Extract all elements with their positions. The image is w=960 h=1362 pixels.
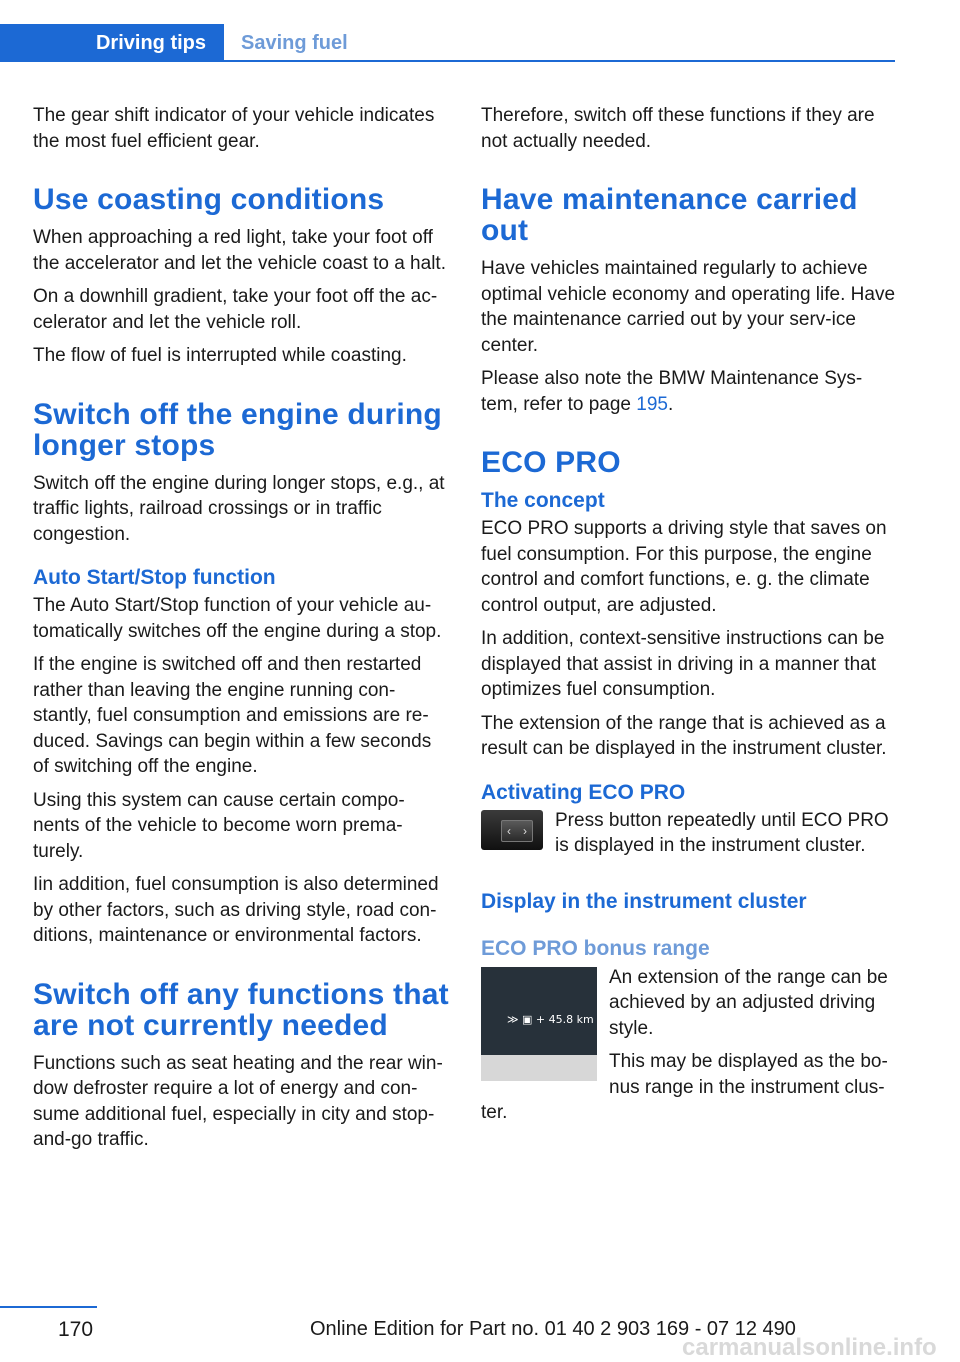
chevron-left-icon: ‹ [507,823,511,838]
coasting-paragraph-3: The flow of fuel is interrupted while coasting. [33,345,407,366]
maintenance-paragraph-2 [481,366,899,417]
concept-paragraph-1: ECO PRO supports a driving style that saves on fuel consumption. For this purpose, the engine control and comfort functions, e. g. the climate control output, are adjusted. [481,518,887,616]
auto-start-stop-paragraph-2: If the engine is switched off and then restarted rather than leaving the engine running con‐stantly, fuel consumption and emissions are re‐duced. Savings can begin within a few seconds of switching off the engine. [33,654,432,777]
bonus-paragraph-1: An extension of the range can be achieved by an adjusted driving style. [609,966,888,1039]
subheading-activating: Activating ECO PRO [481,780,686,804]
concept-paragraph-3: The extension of the range that is achieved as a result can be displayed in the instrument cluster. [481,712,887,759]
bonus-paragraph-2: This may be displayed as the bo‐nus range in the instrument clus‐ter. [481,1051,888,1123]
functions-off-paragraph: Functions such as seat heating and the rear win‐dow defroster require a lot of energy and con‐sume additional fuel, especially in city and stop-and-go traffic. [33,1052,443,1150]
chevron-right-icon: › [523,823,527,838]
activating-paragraph: Press button repeatedly until ECO PRO is displayed in the instrument cluster. [555,809,889,856]
header-rule [224,60,895,62]
auto-start-stop-paragraph-1: The Auto Start/Stop function of your vehicle au‐tomatically switches off the engine during a stop. [33,595,442,642]
eco-pro-button-image [481,810,543,850]
chapter-tab[interactable]: Driving tips [0,24,224,62]
bonus-block [481,965,899,1126]
heading-maintenance: Have maintenance carried out [481,183,858,247]
driving-mode-switch-icon [501,820,533,842]
subheading-display: Display in the instrument cluster [481,889,807,913]
concept-paragraph-2: In addition, context-sensitive instructions can be displayed that assist in driving in a manner that optimizes fuel consumption. [481,628,885,700]
maintenance-period: . [667,393,674,415]
left-column [33,103,451,1161]
right-intro-paragraph: Therefore, switch off these functions if they are not actually needed. [481,105,875,152]
page-header [0,0,895,62]
heading-functions-off: Switch off any functions that are not currently needed [33,977,449,1042]
auto-start-stop-paragraph-4: Iin addition, fuel consumption is also determined by other factors, such as driving style, road con‐ditions, maintenance or environmental factors. [33,874,439,946]
activating-block [481,808,899,867]
bonus-range-readout: ≫ ▣ + 45.8 km [507,1012,594,1026]
intro-paragraph: The gear shift indicator of your vehicle indicates the most fuel efficient gear. [33,105,435,152]
maintenance-paragraph-1: Have vehicles maintained regularly to achieve optimal vehicle economy and operating life. Have the maintenance carried out by your serv‐ice center. [481,258,896,356]
watermark: carmanualsonline.info [682,1334,937,1361]
maintenance-text: Please also note the BMW Maintenance Sys‐tem, refer to page [481,368,863,415]
heading-engine-off: Switch off the engine during longer stops [33,397,442,462]
coasting-paragraph-2: On a downhill gradient, take your foot off the ac‐celerator and let the vehicle roll. [33,286,438,333]
subheading-auto-start-stop: Auto Start/Stop function [33,566,276,589]
auto-start-stop-paragraph-3: Using this system can cause certain compo‐nents of the vehicle to become worn prema‐turely. [33,789,405,862]
heading-coasting: Use coasting conditions [33,183,385,216]
coasting-paragraph-1: When approaching a red light, take your foot off the accelerator and let the vehicle coast to a halt. [33,227,446,274]
edition-footer: Online Edition for Part no. 01 40 2 903 169 - 07 12 490 [310,1318,796,1340]
page-number: 170 [58,1318,94,1341]
subheading-concept: The concept [481,489,605,512]
instrument-cluster-image [481,967,597,1081]
page-number-rule [0,1306,97,1308]
heading-eco-pro: ECO PRO [481,446,621,479]
section-tab[interactable]: Saving fuel [241,32,348,54]
page-reference-link[interactable]: 195 [636,393,668,415]
subheading-bonus-range: ECO PRO bonus range [481,936,710,960]
engine-off-paragraph-1: Switch off the engine during longer stops, e.g., at traffic lights, railroad crossings or in traffic congestion. [33,472,445,545]
right-column [481,103,899,1134]
cluster-bottom-strip [481,1055,597,1081]
